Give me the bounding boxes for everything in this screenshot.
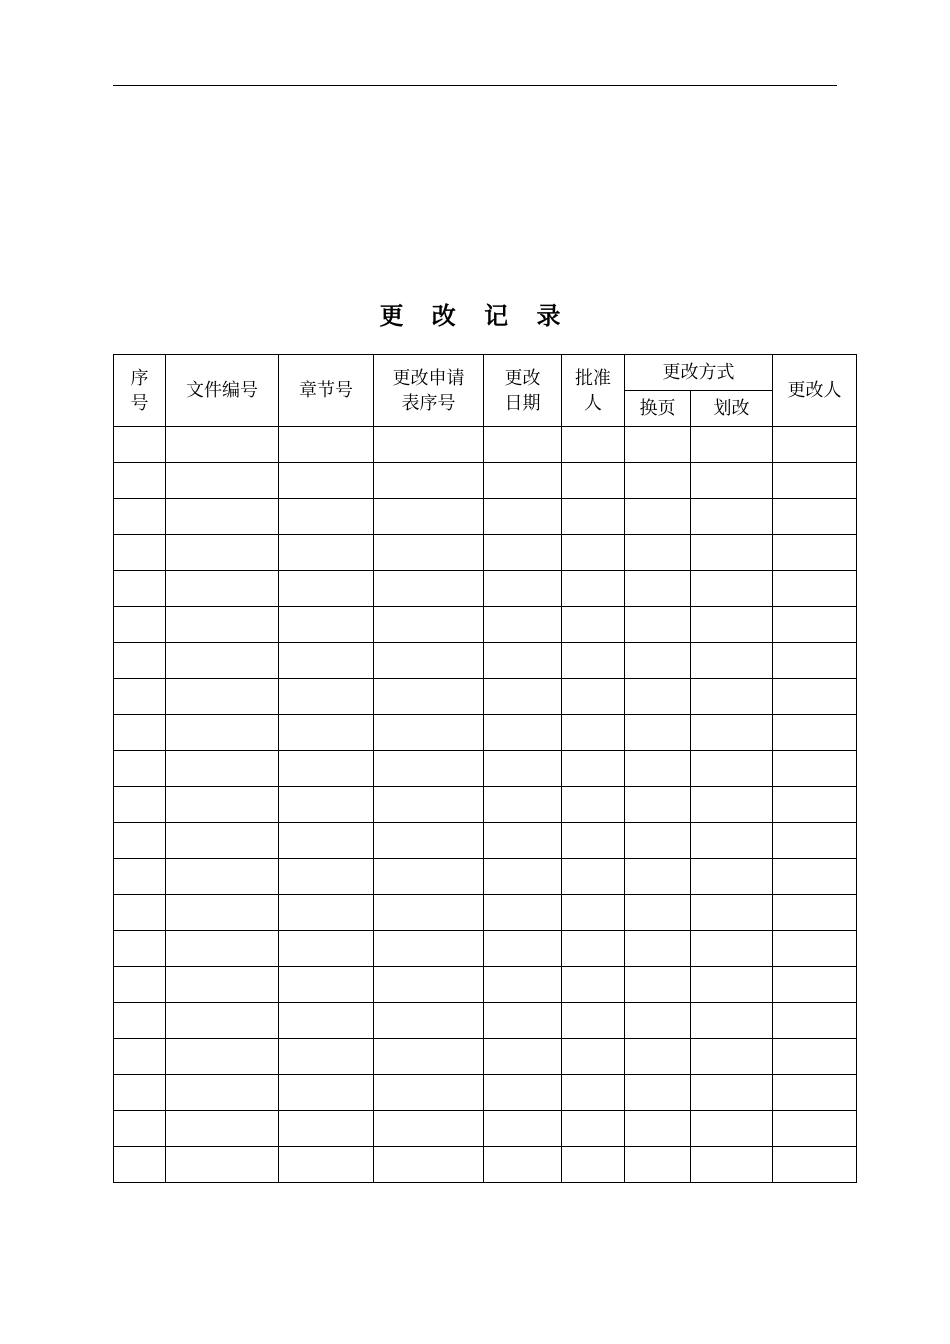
table-cell <box>773 643 857 679</box>
table-cell <box>625 859 691 895</box>
table-cell <box>279 1075 374 1111</box>
table-cell <box>625 823 691 859</box>
table-row <box>114 859 857 895</box>
table-cell <box>374 895 484 931</box>
table-cell <box>484 1039 562 1075</box>
table-cell <box>691 1075 773 1111</box>
table-row <box>114 1147 857 1183</box>
table-row <box>114 535 857 571</box>
table-cell <box>562 1039 625 1075</box>
table-cell <box>691 931 773 967</box>
table-cell <box>691 1147 773 1183</box>
table-cell <box>562 823 625 859</box>
table-cell <box>374 499 484 535</box>
table-cell <box>625 499 691 535</box>
table-cell <box>484 823 562 859</box>
table-cell <box>773 607 857 643</box>
table-cell <box>691 679 773 715</box>
table-cell <box>114 895 166 931</box>
table-cell <box>562 607 625 643</box>
table-cell <box>625 751 691 787</box>
table-cell <box>484 859 562 895</box>
table-cell <box>166 535 279 571</box>
table-cell <box>484 535 562 571</box>
table-cell <box>484 787 562 823</box>
table-cell <box>279 787 374 823</box>
table-cell <box>484 499 562 535</box>
table-cell <box>279 931 374 967</box>
table-cell <box>773 463 857 499</box>
table-cell <box>625 607 691 643</box>
table-cell <box>773 1003 857 1039</box>
table-cell <box>691 1111 773 1147</box>
table-cell <box>374 535 484 571</box>
table-cell <box>279 499 374 535</box>
table-cell <box>773 823 857 859</box>
table-row <box>114 499 857 535</box>
table-cell <box>773 535 857 571</box>
table-cell <box>484 895 562 931</box>
table-cell <box>374 967 484 1003</box>
table-cell <box>562 1111 625 1147</box>
table-cell <box>562 643 625 679</box>
table-cell <box>374 1111 484 1147</box>
table-cell <box>114 535 166 571</box>
table-cell <box>691 643 773 679</box>
table-cell <box>625 1075 691 1111</box>
table-cell <box>114 499 166 535</box>
header-doc-no: 文件编号 <box>166 355 279 427</box>
table-row <box>114 823 857 859</box>
table-cell <box>691 1039 773 1075</box>
table-cell <box>279 751 374 787</box>
table-cell <box>773 1075 857 1111</box>
table-cell <box>562 751 625 787</box>
table-cell <box>562 499 625 535</box>
table-cell <box>562 1003 625 1039</box>
table-cell <box>625 787 691 823</box>
table-cell <box>279 607 374 643</box>
table-cell <box>279 859 374 895</box>
table-cell <box>562 895 625 931</box>
table-cell <box>114 823 166 859</box>
table-cell <box>773 751 857 787</box>
table-cell <box>114 715 166 751</box>
table-cell <box>691 607 773 643</box>
table-cell <box>279 1111 374 1147</box>
table-cell <box>279 679 374 715</box>
table-cell <box>114 427 166 463</box>
table-cell <box>374 679 484 715</box>
table-cell <box>374 751 484 787</box>
table-cell <box>625 967 691 1003</box>
table-cell <box>691 859 773 895</box>
table-cell <box>166 1039 279 1075</box>
table-cell <box>484 463 562 499</box>
header-change-date: 更改日期 <box>484 355 562 427</box>
table-cell <box>374 1039 484 1075</box>
table-cell <box>374 859 484 895</box>
table-cell <box>484 1075 562 1111</box>
table-cell <box>374 1003 484 1039</box>
table-cell <box>773 787 857 823</box>
table-cell <box>114 643 166 679</box>
table-cell <box>773 1111 857 1147</box>
table-cell <box>166 931 279 967</box>
table-row <box>114 1039 857 1075</box>
table-cell <box>114 679 166 715</box>
table-cell <box>166 427 279 463</box>
table-cell <box>773 499 857 535</box>
table-cell <box>114 1111 166 1147</box>
table-cell <box>691 751 773 787</box>
table-row <box>114 895 857 931</box>
table-cell <box>166 499 279 535</box>
table-cell <box>279 715 374 751</box>
table-cell <box>625 1147 691 1183</box>
table-cell <box>625 1111 691 1147</box>
table-cell <box>114 463 166 499</box>
table-cell <box>114 1147 166 1183</box>
table-cell <box>484 715 562 751</box>
header-page-replace: 换页 <box>625 391 691 427</box>
table-row <box>114 1075 857 1111</box>
table-cell <box>279 1147 374 1183</box>
table-cell <box>691 1003 773 1039</box>
table-row <box>114 1111 857 1147</box>
table-cell <box>773 679 857 715</box>
table-cell <box>114 1075 166 1111</box>
table-cell <box>166 859 279 895</box>
header-rule <box>113 85 837 86</box>
table-cell <box>166 1003 279 1039</box>
table-cell <box>773 859 857 895</box>
table-cell <box>114 571 166 607</box>
table-cell <box>374 823 484 859</box>
table-row <box>114 679 857 715</box>
table-cell <box>625 643 691 679</box>
table-cell <box>166 643 279 679</box>
table-cell <box>374 643 484 679</box>
table-cell <box>625 571 691 607</box>
table-cell <box>484 931 562 967</box>
table-cell <box>114 751 166 787</box>
table-cell <box>374 571 484 607</box>
table-cell <box>773 931 857 967</box>
table-cell <box>114 931 166 967</box>
table-cell <box>562 679 625 715</box>
table-cell <box>374 1147 484 1183</box>
table-cell <box>279 571 374 607</box>
table-cell <box>625 931 691 967</box>
table-cell <box>114 1003 166 1039</box>
table-cell <box>691 535 773 571</box>
table-row <box>114 463 857 499</box>
table-cell <box>374 427 484 463</box>
table-cell <box>562 535 625 571</box>
table-cell <box>166 1111 279 1147</box>
table-cell <box>279 895 374 931</box>
table-cell <box>562 931 625 967</box>
header-changer: 更改人 <box>773 355 857 427</box>
table-cell <box>773 1147 857 1183</box>
table-cell <box>691 787 773 823</box>
table-cell <box>166 787 279 823</box>
table-cell <box>484 427 562 463</box>
table-cell <box>562 571 625 607</box>
table-cell <box>773 715 857 751</box>
table-cell <box>484 1147 562 1183</box>
table-cell <box>484 967 562 1003</box>
table-cell <box>773 571 857 607</box>
table-cell <box>484 1111 562 1147</box>
table-cell <box>625 715 691 751</box>
table-cell <box>773 427 857 463</box>
table-cell <box>691 823 773 859</box>
change-record-table <box>113 354 857 1183</box>
header-request-form-no: 更改申请表序号 <box>374 355 484 427</box>
table-cell <box>279 823 374 859</box>
table-cell <box>166 895 279 931</box>
table-header-row <box>114 355 857 391</box>
table-cell <box>625 427 691 463</box>
table-cell <box>166 1075 279 1111</box>
table-cell <box>374 931 484 967</box>
table-cell <box>279 427 374 463</box>
table-row <box>114 787 857 823</box>
table-cell <box>279 1039 374 1075</box>
table-cell <box>625 463 691 499</box>
table-cell <box>691 895 773 931</box>
table-cell <box>166 463 279 499</box>
table-row <box>114 643 857 679</box>
table-cell <box>484 751 562 787</box>
table-cell <box>374 607 484 643</box>
table-cell <box>484 571 562 607</box>
table-cell <box>484 643 562 679</box>
table-cell <box>691 427 773 463</box>
table-cell <box>562 859 625 895</box>
header-approver: 批准人 <box>562 355 625 427</box>
table-cell <box>691 463 773 499</box>
page-title: 更 改 记 录 <box>379 302 571 330</box>
table-cell <box>625 1039 691 1075</box>
table-cell <box>484 607 562 643</box>
table-cell <box>166 607 279 643</box>
table-cell <box>625 679 691 715</box>
table-cell <box>691 715 773 751</box>
table-cell <box>484 1003 562 1039</box>
table-cell <box>625 895 691 931</box>
header-strike-change: 划改 <box>691 391 773 427</box>
table-cell <box>114 607 166 643</box>
table-cell <box>562 715 625 751</box>
table-row <box>114 751 857 787</box>
table-row <box>114 931 857 967</box>
table-cell <box>279 463 374 499</box>
table-cell <box>625 535 691 571</box>
table-cell <box>166 823 279 859</box>
table-cell <box>562 787 625 823</box>
table-cell <box>562 967 625 1003</box>
table-cell <box>166 1147 279 1183</box>
table-cell <box>691 967 773 1003</box>
table-cell <box>114 967 166 1003</box>
table-cell <box>691 499 773 535</box>
table-cell <box>374 787 484 823</box>
table-cell <box>773 1039 857 1075</box>
table-cell <box>374 463 484 499</box>
table-row <box>114 967 857 1003</box>
table-cell <box>625 1003 691 1039</box>
table-cell <box>166 571 279 607</box>
table-cell <box>374 1075 484 1111</box>
table-row <box>114 715 857 751</box>
table-cell <box>279 967 374 1003</box>
table-cell <box>166 715 279 751</box>
table-cell <box>114 1039 166 1075</box>
table-cell <box>562 427 625 463</box>
table-row <box>114 1003 857 1039</box>
table-cell <box>484 679 562 715</box>
header-change-method: 更改方式 <box>625 355 773 391</box>
table-cell <box>114 859 166 895</box>
table-cell <box>773 967 857 1003</box>
table-cell <box>166 967 279 1003</box>
table-cell <box>562 463 625 499</box>
table-row <box>114 427 857 463</box>
table-cell <box>279 643 374 679</box>
table-row <box>114 607 857 643</box>
header-seq: 序号 <box>114 355 166 427</box>
table-cell <box>773 895 857 931</box>
table-cell <box>114 787 166 823</box>
table-cell <box>691 571 773 607</box>
table-cell <box>166 679 279 715</box>
table-cell <box>374 715 484 751</box>
table-cell <box>279 1003 374 1039</box>
header-section-no: 章节号 <box>279 355 374 427</box>
table-cell <box>279 535 374 571</box>
table-row <box>114 571 857 607</box>
table-cell <box>562 1075 625 1111</box>
table-cell <box>562 1147 625 1183</box>
table-cell <box>166 751 279 787</box>
